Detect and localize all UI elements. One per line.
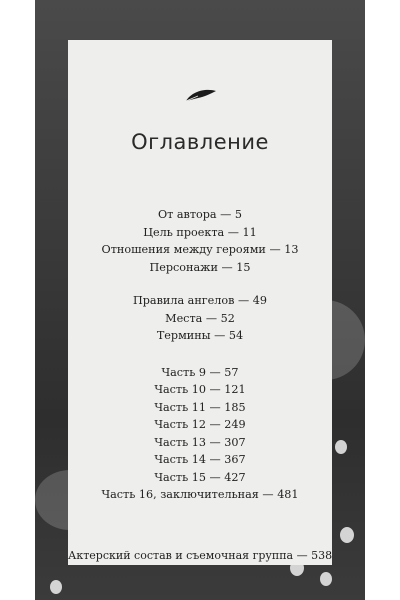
page-title: Оглавление [131,130,269,154]
lantern-light [50,580,62,594]
toc-entry-part-11[interactable]: Часть 11 — 185 [154,400,246,414]
toc-entry-project-goal[interactable]: Цель проекта — 11 [143,225,257,239]
toc-entry-cast-and-crew[interactable]: Актерский состав и съемочная группа — 538 [68,549,333,562]
toc-entry-part-16[interactable]: Часть 16, заключительная — 481 [101,488,299,501]
contents-page [68,40,332,565]
toc-entry-terms[interactable]: Термины — 54 [156,329,244,342]
lantern-light [340,527,354,543]
toc-entry-angel-rules[interactable]: Правила ангелов — 49 [133,294,267,307]
toc-entry-part-15[interactable]: Часть 15 — 427 [154,470,246,484]
toc-entry-part-14[interactable]: Часть 14 — 367 [154,453,246,466]
toc-entry-part-10[interactable]: Часть 10 — 121 [154,383,246,396]
toc-entry-from-author[interactable]: От автора — 5 [157,208,243,221]
lantern-light [335,440,347,454]
feather-icon [184,88,218,104]
toc-entry-part-13[interactable]: Часть 13 — 307 [154,435,246,449]
lantern-light [320,572,332,586]
toc-entry-part-9[interactable]: Часть 9 — 57 [161,365,239,379]
toc-entry-places[interactable]: Места — 52 [165,311,235,325]
toc-entry-part-12[interactable]: Часть 12 — 249 [154,418,246,431]
table-of-contents [68,206,332,504]
toc-entry-relationships[interactable]: Отношения между героями — 13 [101,243,299,256]
toc-entry-characters[interactable]: Персонажи — 15 [149,260,251,274]
